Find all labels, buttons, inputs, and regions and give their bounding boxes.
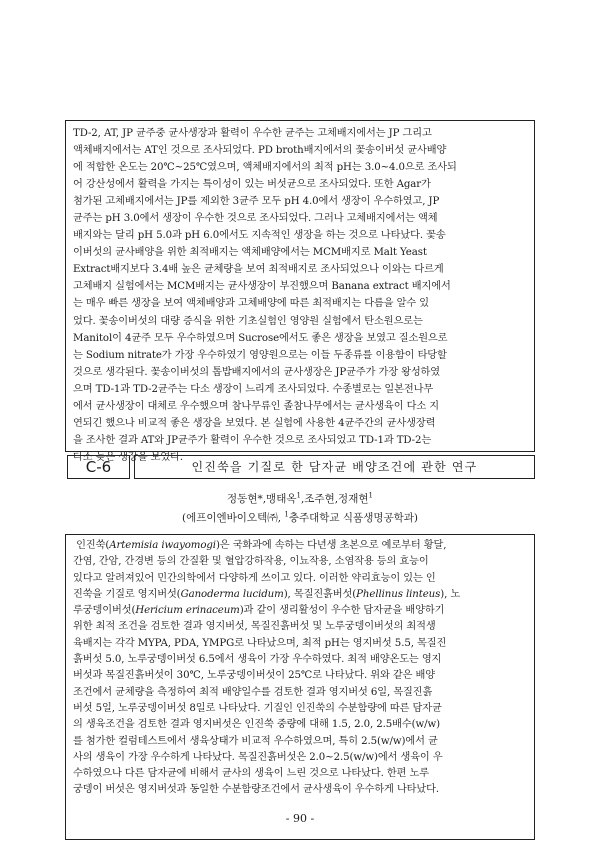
superscript: 1 (284, 510, 289, 519)
text: 인진쑥( (76, 540, 110, 551)
abstract-text-previous (73, 125, 527, 466)
line: 흙버섯 5.0, 노루궁뎅이버섯 6.5에서 생육이 가장 우수하였다. 최적 배양온도는 영지 (73, 654, 442, 666)
authors-part: ,조주현,정재현 (300, 493, 369, 505)
line: 균주는 pH 3.0에서 생장이 우수한 것으로 조사되었다. 그러나 고체배지에서는 액체 (73, 213, 438, 225)
text: ), 목질진흙버섯( (283, 588, 357, 600)
page-number: - 90 - (285, 812, 315, 825)
line: 액체배지에서는 AT인 것으로 조사되었다. PD broth배지에서의 꽃송이버섯 균사배양 (73, 145, 447, 157)
line: 것으로 생각된다. 꽃송이버섯의 톱밥배지에서의 균사생장은 JP균주가 가장 왕성하였 (73, 366, 441, 378)
affiliation-part: 충주대학교 식품생명공학과) (288, 512, 419, 524)
species-name: Phellinus linteus (356, 588, 441, 600)
line: 다소 늦은 생장을 보였다. (73, 451, 183, 463)
line: 는 매우 빠른 생장을 보여 액체배양과 고체배양에 따른 최적배지는 다름을 알수 있 (73, 298, 429, 310)
text: 루궁뎅이버섯( (73, 605, 136, 617)
text: 진쑥을 기질로 영지버섯( (73, 588, 181, 600)
line: 궁뎅이 버섯은 영지버섯과 동일한 수분함량조건에서 균사생육이 우수하게 나타났다. (73, 784, 440, 796)
line: TD-2, AT, JP 균주중 균사생장과 활력이 우수한 균주는 고체배지에서는 JP 그리고 (73, 128, 432, 139)
species-name: Hericium erinaceum (135, 605, 240, 617)
text: )은 국화과에 속하는 다년생 초본으로 예로부터 황달, (215, 540, 447, 551)
text: ), 노 (440, 588, 461, 600)
line: 으며 TD-1과 TD-2균주는 다소 생장이 느리게 조사되었다. 수종별로는 일본전나무 (73, 383, 434, 395)
line: 어 강산성에서 활력을 가지는 특이성이 있는 버섯균으로 조사되었다. 또한 Agar가 (73, 179, 431, 191)
line: 연되긴 했으나 비교적 좋은 생장을 보였다. 본 실험에 사용한 4균주간의 균사생장력 (73, 417, 436, 429)
text: )과 같이 생리활성이 우수한 담자균을 배양하기 (239, 605, 445, 617)
line: 었다. 꽃송이버섯의 대량 증식을 위한 기초실험인 영양원 실험에서 탄소원으로는 (73, 315, 423, 327)
line: Manitol이 4균주 모두 우수하였으며 Sucrose에서도 좋은 생장을 보였고 질소원으로 (73, 332, 448, 344)
affiliation-part: (에프이엔바이오텍㈜, (181, 512, 285, 524)
species-name: Artemisia iwayomogi (109, 540, 216, 551)
affiliation (65, 510, 535, 525)
line: 간염, 간암, 간경변 등의 간질환 및 혈압강하작용, 이뇨작용, 소염작용 등의 효능이 (73, 556, 429, 568)
authors (65, 491, 535, 506)
superscript: 1 (368, 491, 373, 500)
line: 고체배지 실험에서는 MCM배지는 균사생장이 부진했으며 Banana extract 배지에서 (73, 281, 451, 293)
line: 버섯과 목질진흙버섯이 30℃, 노루궁뎅이버섯이 25℃로 나타났다. 위와 같은 배양 (73, 670, 435, 682)
superscript: 1 (296, 491, 301, 500)
line: 조건에서 균체량을 측정하여 최적 배양일수를 검토한 결과 영지버섯 6일, 목질진흙 (73, 686, 433, 698)
abstract-text (73, 538, 527, 799)
line: 버섯 5일, 노루궁뎅이버섯 8일로 나타났다. 기질인 인진쑥의 수분함량에 따른 담자균 (73, 702, 442, 714)
line: 육배지는 각각 MYPA, PDA, YMPG로 나타났으며, 최적 pH는 영지버섯 5.5, 목질진 (73, 637, 447, 649)
section-title: 인진쑥을 기질로 한 담자균 배양조건에 관한 연구 (134, 455, 535, 479)
line: 이버섯의 균사배양을 위한 최적배지는 액체배양에서는 MCM배지로 Malt Yeast (73, 247, 427, 259)
line: 에서 균사생장이 대체로 우수했으며 참나무류인 졸참나무에서는 균사생육이 다소 지 (73, 400, 440, 412)
line: 첨가된 고체배지에서는 JP를 제외한 3균주 모두 pH 4.0에서 생장이 우수하였고, JP (73, 196, 440, 208)
line: Extract배지보다 3.4배 높은 균체량을 보여 최적배지로 조사되었으나 이와는 다르게 (73, 264, 444, 276)
species-name: Ganoderma lucidum (180, 588, 284, 600)
line: 는 Sodium nitrate가 가장 우수하였기 영양원으로는 이들 두종류를 이용함이 타당할 (73, 349, 447, 361)
authors-part: 정동현*,맹태옥 (227, 493, 297, 505)
line: 의 생육조건을 검토한 결과 영지버섯은 인진쑥 중량에 대해 1.5, 2.0, 2.5배수(w/w) (73, 719, 440, 731)
line: 배지와는 달리 pH 5.0과 pH 6.0에서도 지속적인 생장을 하는 것으로 나타났다. 꽃송 (73, 230, 446, 242)
abstract-box-previous (65, 120, 535, 463)
section-code: C-6 (67, 455, 130, 479)
line: 를 첨가한 컬럼테스트에서 생육상태가 비교적 우수하였으며, 특히 2.5(w/w)에서 균 (73, 735, 438, 747)
line: 에 적합한 온도는 20℃~25℃였으며, 액체배지에서의 최적 pH는 3.0~4.0으로 조사되 (73, 162, 457, 174)
line: 을 조사한 결과 AT와 JP균주가 활력이 우수한 것으로 조사되었고 TD-1과 TD-2는 (73, 434, 432, 446)
abstract-box (65, 534, 535, 840)
line: 있다고 알려져있어 민간의학에서 다양하게 쓰이고 있다. 이러한 약리효능이 있는 인 (73, 572, 436, 584)
line: 수하였으나 다른 담자균에 비해서 균사의 생육이 느린 것으로 나타났다. 한편 노루 (73, 768, 429, 780)
line: 사의 생육이 가장 우수하게 나타났다. 목질진흙버섯은 2.0~2.5(w/w)에서 생육이 우 (73, 751, 443, 763)
line: 위한 최적 조건을 검토한 결과 영지버섯, 목질진흙버섯 및 노루궁뎅이버섯의 최적생 (73, 621, 436, 633)
